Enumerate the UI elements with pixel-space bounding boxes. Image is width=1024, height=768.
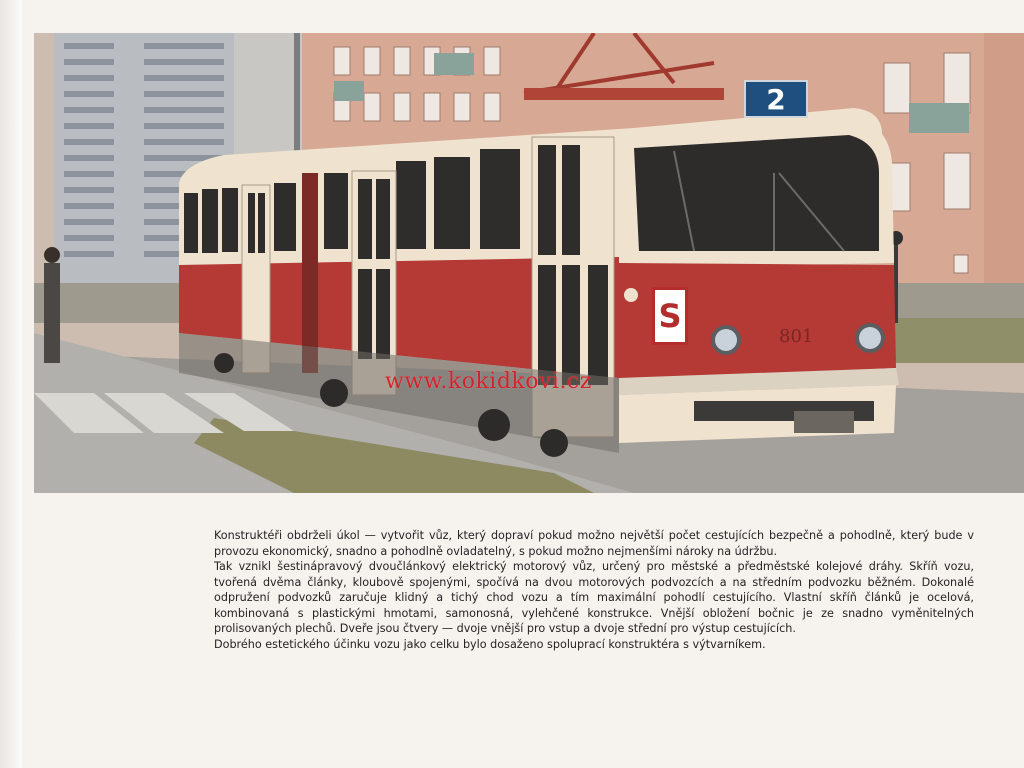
tram-photo — [34, 33, 1024, 493]
paragraph-1: Konstruktéři obdrželi úkol — vytvořit vůz, který dopraví pokud možno největší počet cestujících bezpečně a pohodlně, který bude v provozu ekonomický, snadno a pohodlně ovladatelný, s pokud možno nejmenšími nároky na údržbu. — [214, 529, 974, 558]
watermark-link[interactable]: www.kokidkovi.cz — [385, 369, 592, 394]
fleet-number: 801 — [779, 326, 814, 347]
page-fold-edge — [0, 0, 24, 768]
route-number-sign: 2 — [744, 80, 808, 118]
paragraph-2: Tak vznikl šestinápravový dvoučlánkový elektrický motorový vůz, určený pro městské a předměstské kolejové dráhy. Skříň vozu, tvořená dvěma články, kloubově spojenými, spočívá na dvou motorových podvozcích a na středním podvozku běžném. Dokonalé odpružení podvozků zaručuje klidný a tichý chod vozu a tím maximální pohodlí cestujícího. Vlastní skříň článků je ocelová, kombinovaná s plastickými hmotami, samonosná, vylehčené konstrukce. Vnější obložení bočnic je ze snadno vyměnitelných prolisovaných plechů. Dveře jsou čtvery — dvoje vnější pro vstup a dvoje střední pro výstup cestujících. — [214, 560, 974, 635]
paragraph-3: Dobrého estetického účinku vozu jako celku bylo dosaženo spoluprací konstruktéra s výtvarníkem. — [214, 637, 766, 651]
route-letter-plate: S — [652, 287, 688, 345]
description-text — [214, 528, 974, 652]
